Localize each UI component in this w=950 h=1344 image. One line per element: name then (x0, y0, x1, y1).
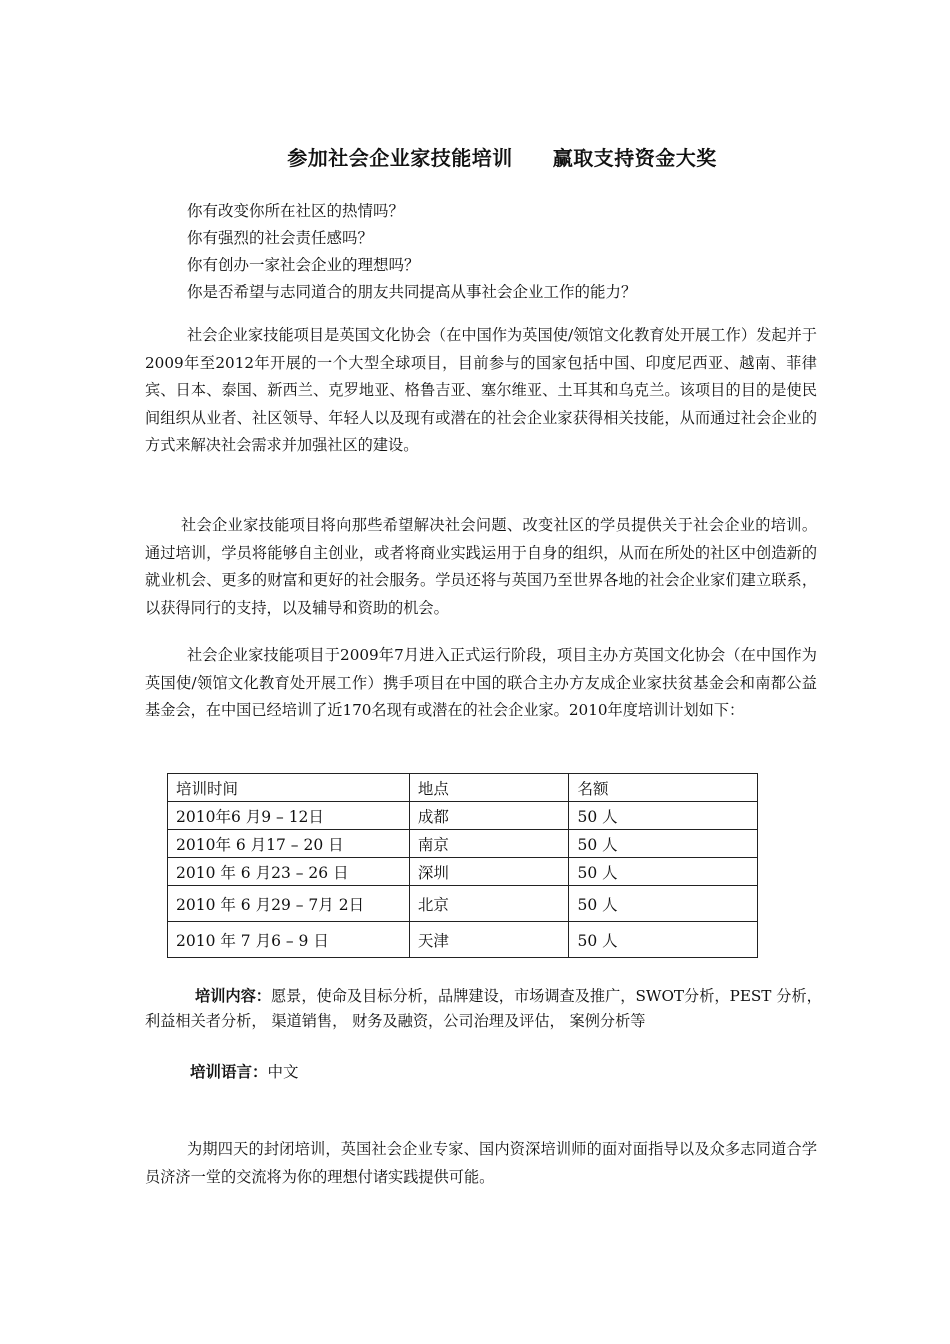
cell-location: 深圳 (409, 858, 569, 886)
table-row (168, 922, 758, 958)
paragraph-progress: 社会企业家技能项目于2009年7月进入正式运行阶段，项目主办方英国文化协会（在中国作为英国使/领馆文化教育处开展工作）携手项目在中国的联合主办方友成企业家扶贫基金会和南都公益基金会，在中国已经培训了近170名现有或潜在的社会企业家。2010年度培训计划如下： (145, 646, 817, 719)
cell-time: 2010年6 月9 – 12日 (168, 802, 410, 830)
header-time: 培训时间 (168, 774, 410, 802)
cell-quota: 50 人 (569, 830, 758, 858)
paragraph-training: 社会企业家技能项目将向那些希望解决社会问题、改变社区的学员提供关于社会企业的培训。通过培训，学员将能够自主创业，或者将商业实践运用于自身的组织，从而在所处的社区中创造新的就业机会、更多的财富和更好的社会服务。学员还将与英国乃至世界各地的社会企业家们建立联系，以获得同行的支持，以及辅导和资助的机会。 (145, 516, 817, 617)
cell-quota: 50 人 (569, 886, 758, 922)
closing-paragraph: 为期四天的封闭培训，英国社会企业专家、国内资深培训师的面对面指导以及众多志同道合学员济济一堂的交流将为你的理想付诸实践提供可能。 (145, 1140, 817, 1186)
table-row (168, 858, 758, 886)
cell-quota: 50 人 (569, 922, 758, 958)
cell-location: 天津 (409, 922, 569, 958)
table-row (168, 802, 758, 830)
cell-quota: 50 人 (569, 858, 758, 886)
question-3: 你有创办一家社会企业的理想吗？ (187, 256, 420, 274)
table-row (168, 886, 758, 922)
training-language-label: 培训语言： (190, 1063, 268, 1081)
question-4: 你是否希望与志同道合的朋友共同提高从事社会企业工作的能力？ (187, 283, 637, 301)
paragraph-intro: 社会企业家技能项目是英国文化协会（在中国作为英国使/领馆文化教育处开展工作）发起并于2009年至2012年开展的一个大型全球项目，目前参与的国家包括中国、印度尼西亚、越南、菲律宾、日本、泰国、新西兰、克罗地亚、格鲁吉亚、塞尔维亚、土耳其和乌克兰。该项目的目的是使民间组织从业者、社区领导、年轻人以及现有或潜在的社会企业家获得相关技能，从而通过社会企业的方式来解决社会需求并加强社区的建设。 (145, 326, 817, 454)
question-1: 你有改变你所在社区的热情吗？ (187, 202, 405, 220)
header-location: 地点 (409, 774, 569, 802)
header-quota: 名额 (569, 774, 758, 802)
training-content (145, 984, 835, 1034)
cell-time: 2010年 6 月17 – 20 日 (168, 830, 410, 858)
cell-time: 2010 年 6 月23 – 26 日 (168, 858, 410, 886)
cell-time: 2010 年 6 月29 – 7月 2日 (168, 886, 410, 922)
table-row (168, 830, 758, 858)
cell-quota: 50 人 (569, 802, 758, 830)
page-title (0, 142, 950, 171)
cell-location: 北京 (409, 886, 569, 922)
training-content-label: 培训内容： (195, 987, 271, 1005)
cell-time: 2010 年 7 月6 – 9 日 (168, 922, 410, 958)
training-content-text: 愿景，使命及目标分析，品牌建设，市场调查及推广，SWOT分析，PEST 分析，利益相关者分析， 渠道销售， 财务及融资，公司治理及评估， 案例分析等 (145, 987, 822, 1030)
training-language-text: 中文 (267, 1063, 299, 1081)
cell-location: 南京 (409, 830, 569, 858)
schedule-table (167, 773, 758, 958)
training-language (190, 1060, 299, 1082)
table-header-row (168, 774, 758, 802)
title-part-1: 参加社会企业家技能培训 (287, 146, 513, 170)
cell-location: 成都 (409, 802, 569, 830)
title-part-2: 赢取支持资金大奖 (552, 146, 717, 170)
question-2: 你有强烈的社会责任感吗？ (187, 229, 374, 247)
